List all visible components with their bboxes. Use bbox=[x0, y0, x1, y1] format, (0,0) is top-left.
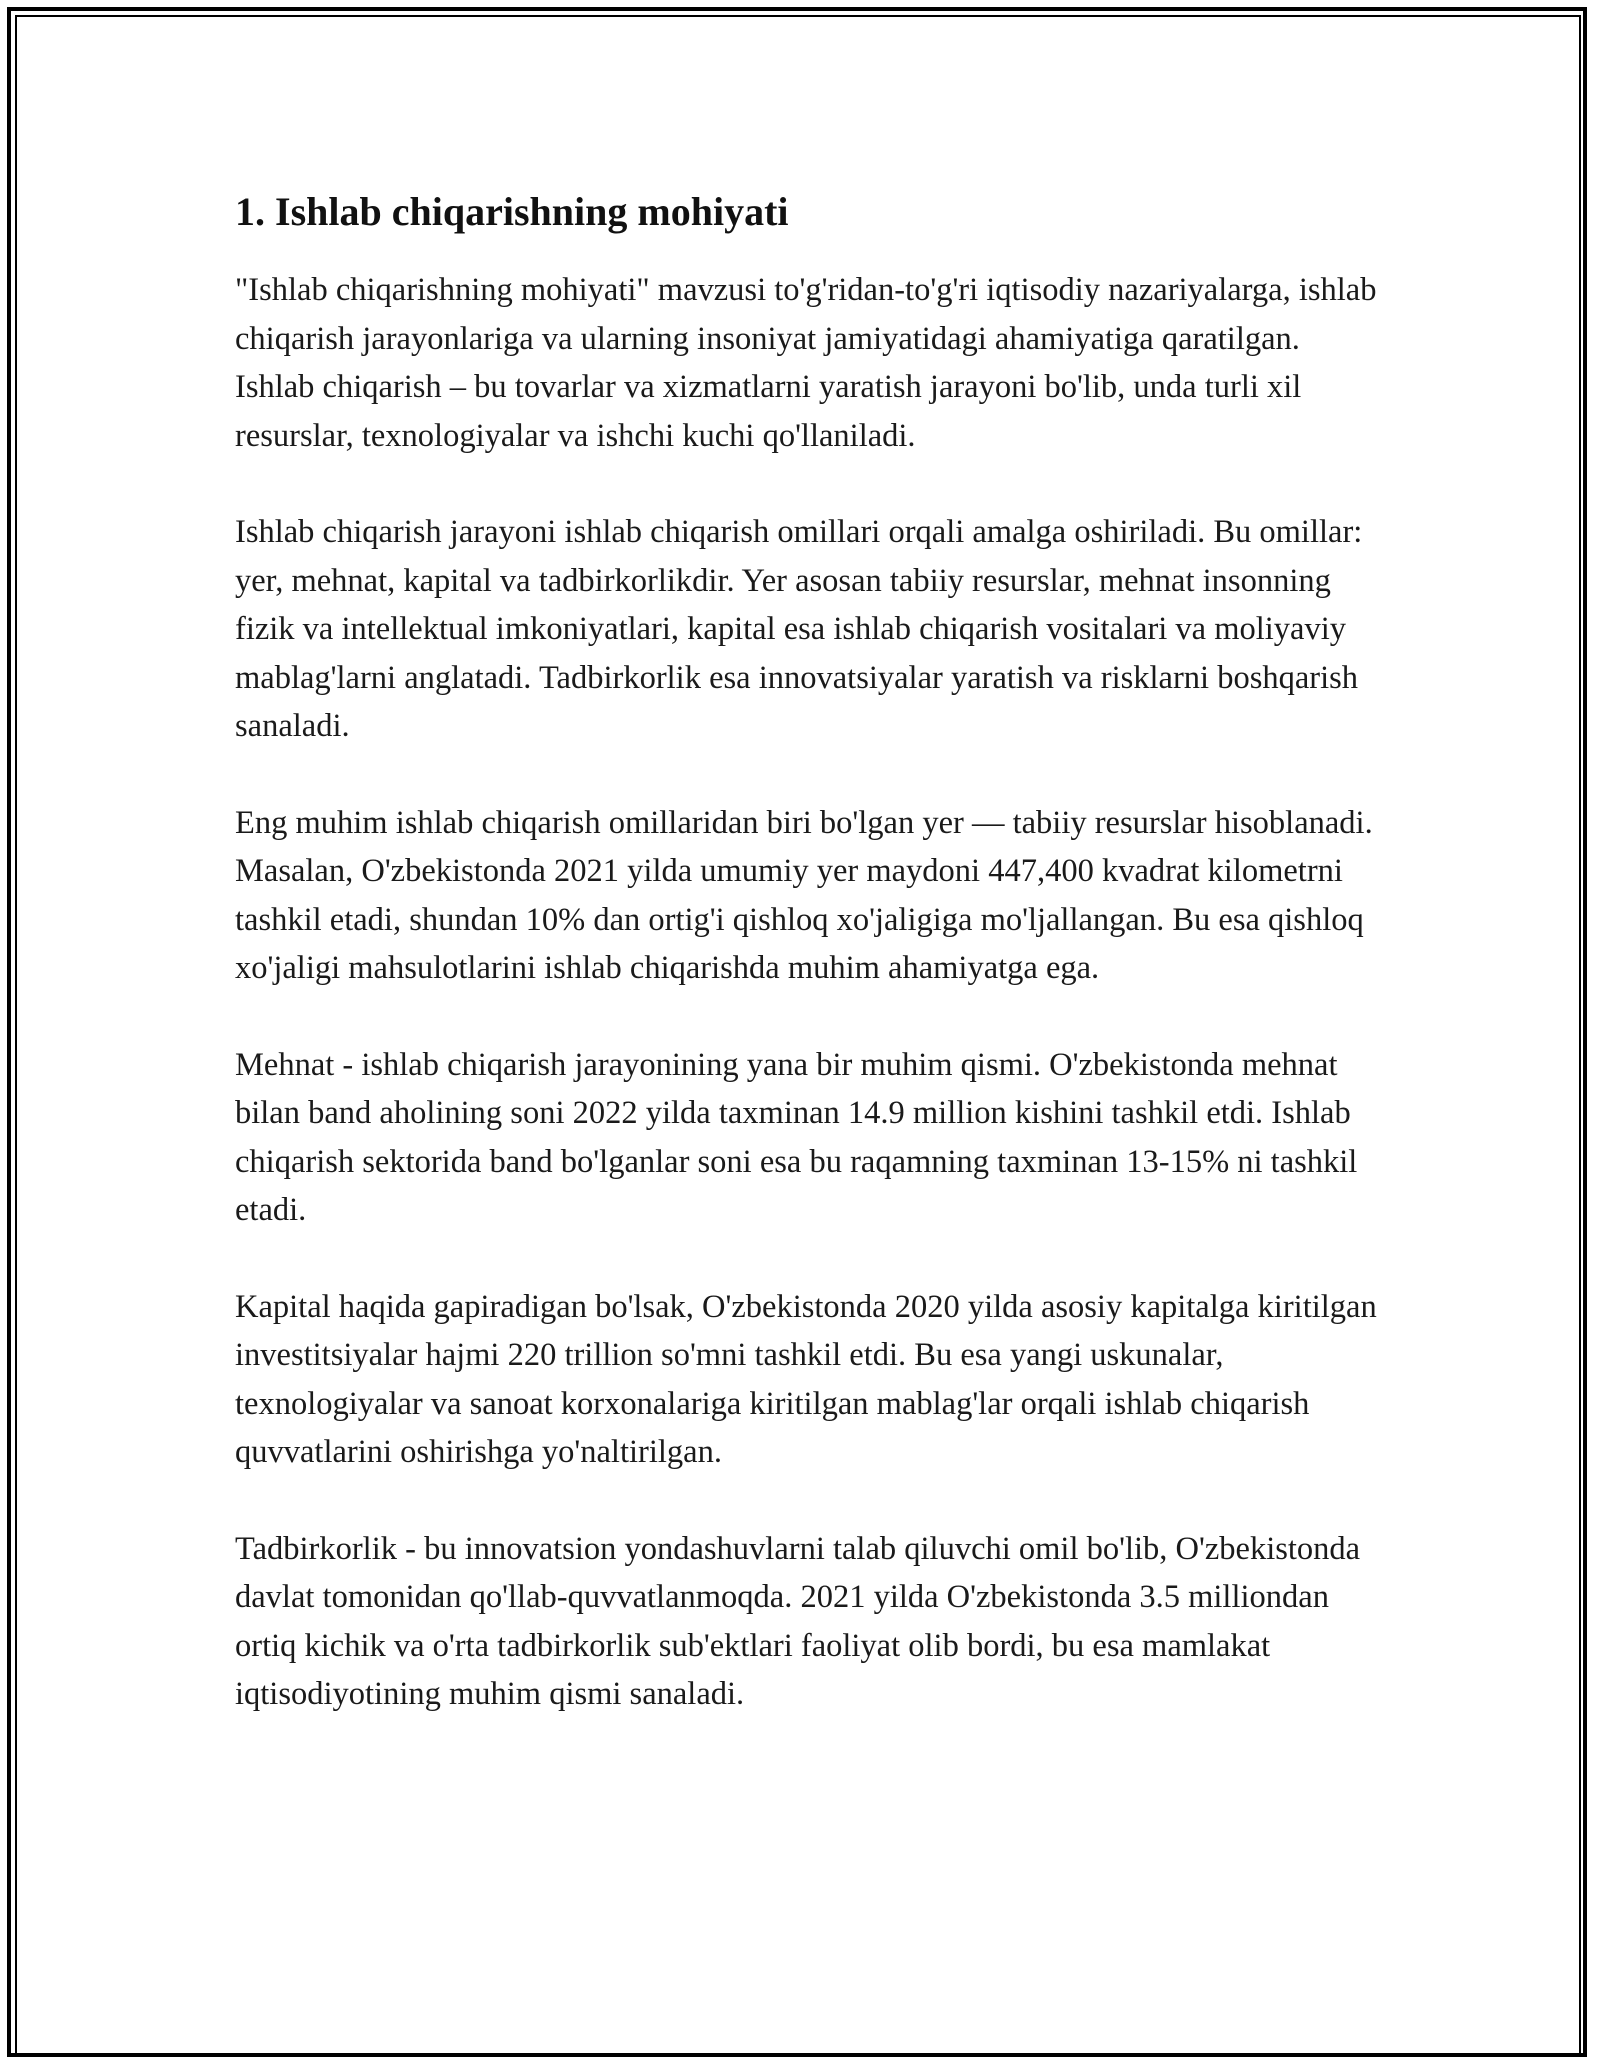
paragraph-entrepreneurship: Tadbirkorlik - bu innovatsion yondashuvlarni talab qiluvchi omil bo'lib, O'zbekistonda davlat tomonidan qo'llab-quvvatlanmoqda. 2021 yilda O'zbekistonda 3.5 milliondan ortiq kichik va o'rta tadbirkorlik sub'ektlari faoliyat olib bordi, bu esa mamlakat iqtisodiyotining muhim qismi sanaladi. bbox=[235, 1530, 1361, 1712]
paragraph-factors: Ishlab chiqarish jarayoni ishlab chiqarish omillari orqali amalga oshiriladi. Bu omillar: yer, mehnat, kapital va tadbirkorlikdir. Yer asosan tabiiy resurslar, mehnat insonning fizik va intellektual imkoniyatlari, kapital esa ishlab chiqarish vositalari va moliyaviy mablag'larni anglatadi. Tadbirkorlik esa innovatsiyalar yaratish va risklarni boshqarish sanaladi. bbox=[235, 514, 1363, 744]
paragraph-intro: "Ishlab chiqarishning mohiyati" mavzusi to'g'ridan-to'g'ri iqtisodiy nazariyalarga, ishlab chiqarish jarayonlariga va ularning insoniyat jamiyatidagi ahamiyatiga qaratilgan. Ishlab chiqarish – bu tovarlar va xizmatlarni yaratish jarayoni bo'lib, unda turli xil resurslar, texnologiyalar va ishchi kuchi qo'llaniladi. bbox=[235, 272, 1377, 454]
paragraph-labor: Mehnat - ishlab chiqarish jarayonining yana bir muhim qismi. O'zbekistonda mehnat bilan band aholining soni 2022 yilda taxminan 14.9 million kishini tashkil etdi. Ishlab chiqarish sektorida band bo'lganlar soni esa bu raqamning taxminan 13-15% ni tashkil etadi. bbox=[235, 1046, 1358, 1228]
paragraph-capital: Kapital haqida gapiradigan bo'lsak, O'zbekistonda 2020 yilda asosiy kapitalga kiritilgan investitsiyalar hajmi 220 trillion so'mni tashkil etdi. Bu esa yangi uskunalar, texnologiyalar va sanoat korxonalariga kiritilgan mablag'lar orqali ishlab chiqarish quvvatlarini oshirishga yo'naltirilgan. bbox=[235, 1288, 1377, 1470]
section-heading: 1. Ishlab chiqarishning mohiyati bbox=[235, 189, 789, 234]
paragraph-land: Eng muhim ishlab chiqarish omillaridan biri bo'lgan yer — tabiiy resurslar hisoblanadi. Masalan, O'zbekistonda 2021 yilda umumiy yer maydoni 447,400 kvadrat kilometrni tashkil etadi, shundan 10% dan ortig'i qishloq xo'jaligiga mo'ljallangan. Bu esa qishloq xo'jaligi mahsulotlarini ishlab chiqarishda muhim ahamiyatga ega. bbox=[235, 804, 1373, 986]
document-body bbox=[235, 186, 1385, 1767]
